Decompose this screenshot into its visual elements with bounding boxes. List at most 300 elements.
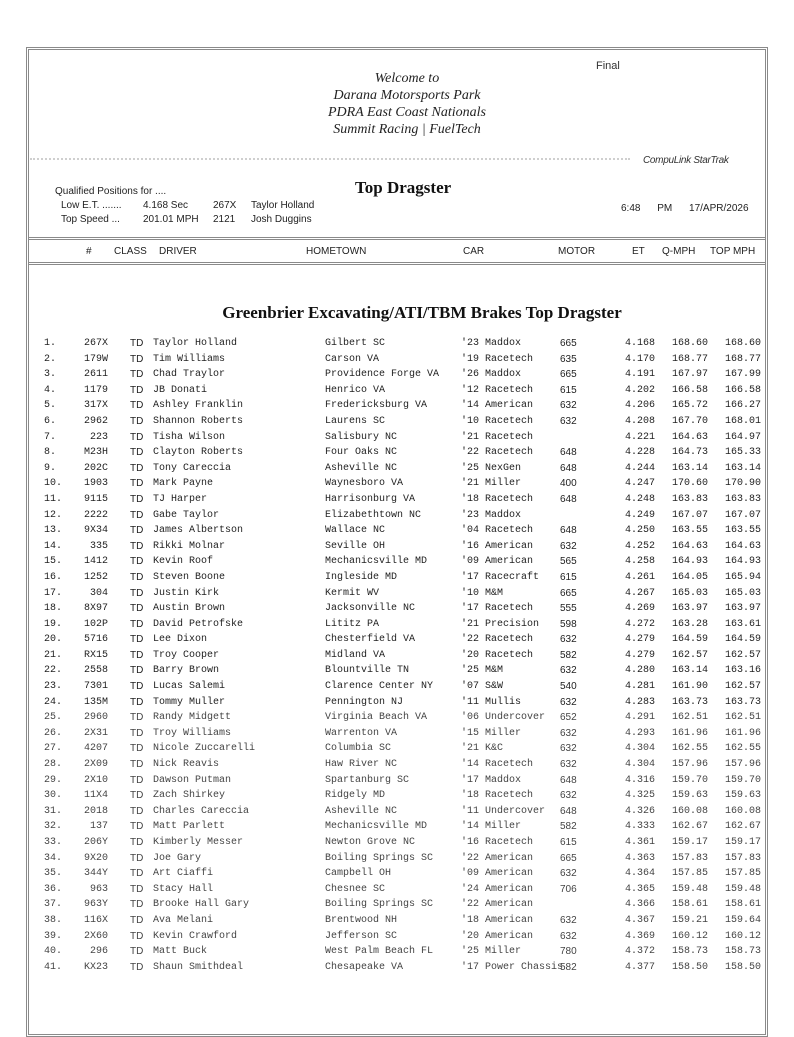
- event-welcome: [0, 70, 794, 138]
- table-row: [0, 743, 794, 759]
- cell-car-number: 223: [89, 431, 108, 443]
- cell-car-number: 2611: [83, 369, 108, 381]
- cell-et: 4.293: [624, 727, 655, 739]
- cell-car: '16 Racetech: [461, 837, 534, 848]
- cell-car-number: 5716: [83, 634, 108, 646]
- cell-car: '18 Racetech: [461, 790, 534, 802]
- table-row: [0, 556, 794, 572]
- table-row: [0, 619, 794, 635]
- cell-driver: Matt Buck: [153, 946, 208, 958]
- cell-car-number: 1903: [83, 478, 108, 490]
- cell-top-mph: 167.07: [724, 509, 761, 521]
- cell-car: '25 Miller: [461, 946, 522, 958]
- table-row: [0, 790, 794, 806]
- table-row: [0, 572, 794, 588]
- cell-class: TD: [130, 384, 144, 396]
- cell-top-mph: 160.12: [724, 930, 761, 942]
- cell-car: '15 Miller: [461, 727, 522, 739]
- cell-top-mph: 160.08: [724, 805, 761, 817]
- cell-car: '21 Miller: [461, 478, 522, 490]
- cell-hometown: Blountville TN: [325, 665, 410, 677]
- track-name: Darana Motorsports Park: [333, 88, 481, 103]
- top-speed-value: 201.01 MPH: [143, 214, 199, 225]
- cell-class: TD: [130, 821, 144, 833]
- cell-car: '06 Undercover: [461, 712, 546, 724]
- cell-hometown: Campbell OH: [325, 868, 392, 880]
- cell-q-mph: 158.73: [671, 946, 708, 958]
- cell-position: 12.: [44, 509, 63, 521]
- cell-top-mph: 159.70: [724, 774, 761, 786]
- cell-position: 13.: [44, 525, 63, 537]
- cell-et: 4.377: [624, 961, 655, 973]
- cell-top-mph: 164.59: [724, 634, 761, 646]
- cell-top-mph: 162.51: [724, 712, 761, 724]
- cell-et: 4.365: [624, 883, 655, 895]
- cell-motor: 648: [560, 493, 577, 505]
- cell-class: TD: [130, 431, 144, 443]
- cell-hometown: Four Oaks NC: [325, 447, 398, 459]
- cell-et: 4.221: [624, 431, 655, 443]
- cell-motor: 632: [560, 914, 577, 926]
- table-row: [0, 681, 794, 697]
- cell-q-mph: 162.67: [671, 821, 708, 833]
- cell-top-mph: 163.83: [724, 493, 761, 505]
- cell-hometown: Waynesboro VA: [325, 478, 404, 490]
- cell-hometown: Fredericksburg VA: [325, 400, 428, 412]
- cell-et: 4.206: [624, 400, 655, 412]
- cell-hometown: Mechanicsville MD: [325, 821, 428, 833]
- cell-car: '22 Racetech: [461, 447, 534, 459]
- cell-car: '18 American: [461, 914, 534, 926]
- cell-car: '21 Precision: [461, 618, 540, 630]
- col-motor: MOTOR: [558, 246, 596, 257]
- cell-hometown: Jacksonville NC: [325, 603, 416, 615]
- cell-et: 4.267: [624, 587, 655, 599]
- cell-motor: 615: [560, 384, 577, 396]
- cell-et: 4.281: [624, 681, 655, 693]
- cell-top-mph: 165.94: [724, 571, 761, 583]
- table-row: [0, 416, 794, 432]
- cell-position: 36.: [44, 883, 63, 895]
- cell-hometown: Henrico VA: [325, 384, 386, 396]
- cell-car: '25 NexGen: [461, 462, 522, 474]
- cell-motor: 648: [560, 462, 577, 474]
- cell-driver: Tony Careccia: [153, 462, 232, 474]
- cell-position: 15.: [44, 556, 63, 568]
- cell-hometown: Harrisonburg VA: [325, 493, 416, 505]
- cell-et: 4.258: [624, 556, 655, 568]
- cell-driver: Shaun Smithdeal: [153, 961, 244, 973]
- cell-car-number: 206Y: [83, 837, 108, 848]
- cell-driver: Stacy Hall: [153, 883, 214, 895]
- cell-class: TD: [130, 556, 144, 568]
- cell-car-number: 7301: [83, 681, 108, 693]
- cell-q-mph: 165.03: [671, 587, 708, 599]
- cell-driver: Art Ciaffi: [153, 868, 214, 880]
- cell-car-number: 137: [89, 821, 108, 833]
- cell-car-number: RX15: [83, 649, 108, 661]
- table-row: [0, 821, 794, 837]
- cell-q-mph: 164.63: [671, 540, 708, 552]
- cell-et: 4.191: [624, 369, 655, 381]
- cell-position: 32.: [44, 821, 63, 833]
- cell-q-mph: 163.14: [671, 665, 708, 677]
- cell-class: TD: [130, 961, 144, 973]
- cell-et: 4.364: [624, 868, 655, 880]
- cell-car-number: 344Y: [83, 868, 108, 880]
- cell-et: 4.208: [624, 415, 655, 427]
- cell-et: 4.170: [624, 353, 655, 365]
- cell-driver: Charles Careccia: [153, 805, 250, 817]
- cell-top-mph: 165.33: [724, 447, 761, 459]
- cell-hometown: Jefferson SC: [325, 930, 398, 942]
- cell-top-mph: 164.63: [724, 540, 761, 552]
- cell-car: '22 Racetech: [461, 634, 534, 646]
- cell-position: 23.: [44, 681, 63, 693]
- cell-top-mph: 159.63: [724, 790, 761, 802]
- col-num: #: [86, 246, 92, 257]
- cell-top-mph: 163.97: [724, 603, 761, 615]
- cell-class: TD: [130, 930, 144, 942]
- cell-hometown: Seville OH: [325, 540, 386, 552]
- low-et-row: [55, 199, 314, 213]
- cell-hometown: Kermit WV: [325, 587, 380, 599]
- low-et-driver: Taylor Holland: [251, 200, 315, 211]
- cell-top-mph: 162.67: [724, 821, 761, 833]
- cell-motor: 706: [560, 883, 577, 895]
- cell-driver: JB Donati: [153, 384, 208, 396]
- table-row: [0, 650, 794, 666]
- cell-q-mph: 158.61: [671, 899, 708, 911]
- cell-class: TD: [130, 618, 144, 630]
- cell-driver: Nick Reavis: [153, 759, 220, 771]
- welcome-line: Welcome to: [374, 71, 440, 86]
- cell-q-mph: 170.60: [671, 478, 708, 490]
- cell-q-mph: 167.97: [671, 369, 708, 381]
- cell-position: 21.: [44, 649, 63, 661]
- cell-hometown: Brentwood NH: [325, 914, 398, 926]
- cell-hometown: Carson VA: [325, 353, 380, 365]
- cell-hometown: Chesnee SC: [325, 883, 386, 895]
- cell-et: 4.261: [624, 571, 655, 583]
- cell-class: TD: [130, 353, 144, 365]
- cell-top-mph: 157.96: [724, 759, 761, 771]
- table-row: [0, 400, 794, 416]
- cell-motor: 582: [560, 961, 577, 973]
- cell-hometown: Chesterfield VA: [325, 634, 416, 646]
- cell-position: 3.: [44, 369, 57, 381]
- cell-driver: Kevin Crawford: [153, 930, 238, 942]
- cell-car: '21 Racetech: [461, 431, 534, 443]
- cell-top-mph: 162.57: [724, 649, 761, 661]
- table-row: [0, 338, 794, 354]
- cell-hometown: Midland VA: [325, 649, 386, 661]
- cell-car-number: 2X31: [83, 727, 108, 739]
- cell-hometown: Clarence Center NY: [325, 681, 434, 693]
- cell-car-number: 9X34: [83, 525, 108, 537]
- cell-driver: Mark Payne: [153, 478, 214, 490]
- cell-class: TD: [130, 759, 144, 771]
- cell-class: TD: [130, 899, 144, 911]
- cell-position: 5.: [44, 400, 57, 412]
- cell-q-mph: 160.12: [671, 930, 708, 942]
- cell-et: 4.202: [624, 384, 655, 396]
- software-label: CompuLink StarTrak: [643, 155, 729, 166]
- cell-hometown: Ingleside MD: [325, 571, 398, 583]
- cell-driver: Ava Melani: [153, 914, 214, 926]
- cell-top-mph: 163.73: [724, 696, 761, 708]
- cell-car-number: KX23: [83, 961, 108, 973]
- cell-et: 4.304: [624, 743, 655, 755]
- cell-position: 29.: [44, 774, 63, 786]
- table-row: [0, 588, 794, 604]
- cell-et: 4.283: [624, 696, 655, 708]
- cell-driver: Barry Brown: [153, 665, 220, 677]
- cell-hometown: Wallace NC: [325, 525, 386, 537]
- cell-position: 19.: [44, 618, 63, 630]
- cell-hometown: Chesapeake VA: [325, 961, 404, 973]
- cell-position: 39.: [44, 930, 63, 942]
- cell-motor: 648: [560, 774, 577, 786]
- cell-car-number: 963: [89, 883, 108, 895]
- cell-position: 11.: [44, 493, 63, 505]
- cell-top-mph: 158.50: [724, 961, 761, 973]
- cell-motor: 632: [560, 868, 577, 880]
- top-speed-number: 2121: [213, 214, 236, 225]
- cell-q-mph: 166.58: [671, 384, 708, 396]
- cell-car: '09 American: [461, 556, 534, 568]
- cell-q-mph: 159.21: [671, 914, 708, 926]
- cell-driver: Chad Traylor: [153, 369, 226, 381]
- cell-class: TD: [130, 852, 144, 864]
- cell-hometown: Gilbert SC: [325, 338, 386, 349]
- cell-top-mph: 163.55: [724, 525, 761, 537]
- cell-et: 4.249: [624, 509, 655, 521]
- cell-q-mph: 168.77: [671, 353, 708, 365]
- cell-car: '14 Racetech: [461, 759, 534, 771]
- cell-car-number: 11X4: [83, 790, 108, 802]
- cell-hometown: Elizabethtown NC: [325, 509, 422, 521]
- cell-motor: 632: [560, 400, 577, 412]
- table-row: [0, 837, 794, 853]
- cell-top-mph: 157.85: [724, 868, 761, 880]
- results-table: [0, 338, 794, 977]
- table-row: [0, 806, 794, 822]
- cell-position: 18.: [44, 603, 63, 615]
- cell-driver: Joe Gary: [153, 852, 202, 864]
- table-row: [0, 541, 794, 557]
- cell-class: TD: [130, 696, 144, 708]
- cell-car: '04 Racetech: [461, 525, 534, 537]
- col-qmph: Q-MPH: [662, 246, 696, 257]
- cell-top-mph: 158.61: [724, 899, 761, 911]
- cell-et: 4.228: [624, 447, 655, 459]
- cell-class: TD: [130, 743, 144, 755]
- cell-car: '25 M&M: [461, 665, 504, 677]
- table-row: [0, 915, 794, 931]
- cell-hometown: Warrenton VA: [325, 727, 398, 739]
- cell-car: '24 American: [461, 883, 534, 895]
- cell-et: 4.269: [624, 603, 655, 615]
- date: 17/APR/2026: [689, 203, 749, 214]
- cell-driver: Dawson Putman: [153, 774, 232, 786]
- cell-car-number: 2222: [83, 509, 108, 521]
- cell-car-number: 135M: [83, 696, 108, 708]
- cell-motor: 665: [560, 338, 577, 349]
- cell-motor: 632: [560, 759, 577, 771]
- cell-position: 31.: [44, 805, 63, 817]
- qualified-summary: [55, 185, 314, 227]
- cell-car-number: 963Y: [83, 899, 108, 911]
- timestamp: [621, 203, 749, 214]
- cell-et: 4.366: [624, 899, 655, 911]
- table-row: [0, 385, 794, 401]
- cell-class: TD: [130, 509, 144, 521]
- cell-motor: 632: [560, 790, 577, 802]
- divider: [30, 158, 630, 160]
- cell-class: TD: [130, 603, 144, 615]
- cell-et: 4.316: [624, 774, 655, 786]
- cell-class: TD: [130, 883, 144, 895]
- cell-motor: 665: [560, 852, 577, 864]
- table-row: [0, 634, 794, 650]
- cell-position: 38.: [44, 914, 63, 926]
- cell-class: TD: [130, 540, 144, 552]
- cell-position: 17.: [44, 587, 63, 599]
- cell-driver: Tisha Wilson: [153, 431, 226, 443]
- cell-hometown: Boiling Springs SC: [325, 852, 434, 864]
- low-et-number: 267X: [213, 200, 237, 211]
- cell-class: TD: [130, 649, 144, 661]
- cell-hometown: Asheville NC: [325, 462, 398, 474]
- cell-et: 4.248: [624, 493, 655, 505]
- cell-position: 26.: [44, 727, 63, 739]
- cell-driver: Nicole Zuccarelli: [153, 743, 256, 755]
- cell-car-number: 9115: [83, 493, 108, 505]
- cell-q-mph: 159.63: [671, 790, 708, 802]
- cell-top-mph: 168.01: [724, 415, 761, 427]
- cell-q-mph: 168.60: [671, 338, 708, 349]
- table-row: [0, 946, 794, 962]
- cell-q-mph: 164.93: [671, 556, 708, 568]
- cell-car-number: 2X60: [83, 930, 108, 942]
- cell-q-mph: 157.85: [671, 868, 708, 880]
- cell-class: TD: [130, 727, 144, 739]
- cell-hometown: Spartanburg SC: [325, 774, 410, 786]
- cell-motor: 615: [560, 571, 577, 583]
- cell-car-number: 116X: [83, 914, 108, 926]
- cell-top-mph: 166.58: [724, 384, 761, 396]
- cell-q-mph: 162.55: [671, 743, 708, 755]
- cell-car: '23 Maddox: [461, 509, 522, 521]
- table-row: [0, 868, 794, 884]
- cell-et: 4.291: [624, 712, 655, 724]
- cell-car: '23 Maddox: [461, 338, 522, 349]
- cell-et: 4.247: [624, 478, 655, 490]
- cell-top-mph: 166.27: [724, 400, 761, 412]
- cell-et: 4.272: [624, 618, 655, 630]
- cell-position: 9.: [44, 462, 57, 474]
- cell-driver: Lucas Salemi: [153, 681, 226, 693]
- table-row: [0, 494, 794, 510]
- cell-class: TD: [130, 571, 144, 583]
- cell-position: 24.: [44, 696, 63, 708]
- cell-q-mph: 157.83: [671, 852, 708, 864]
- sponsor-line: Summit Racing | FuelTech: [333, 122, 481, 137]
- cell-motor: 632: [560, 540, 577, 552]
- cell-car-number: 179W: [83, 353, 108, 365]
- cell-position: 28.: [44, 759, 63, 771]
- cell-top-mph: 164.97: [724, 431, 761, 443]
- cell-q-mph: 160.08: [671, 805, 708, 817]
- cell-et: 4.250: [624, 525, 655, 537]
- cell-car: '10 M&M: [461, 587, 504, 599]
- cell-q-mph: 159.48: [671, 883, 708, 895]
- cell-car-number: 1179: [83, 384, 108, 396]
- cell-driver: Tim Williams: [153, 353, 226, 365]
- qualified-label: Qualified Positions for ....: [55, 186, 167, 197]
- cell-position: 30.: [44, 790, 63, 802]
- cell-et: 4.369: [624, 930, 655, 942]
- cell-car-number: 4207: [83, 743, 108, 755]
- cell-motor: 632: [560, 665, 577, 677]
- cell-position: 34.: [44, 852, 63, 864]
- cell-car-number: 2X10: [83, 774, 108, 786]
- cell-top-mph: 157.83: [724, 852, 761, 864]
- cell-car-number: 2018: [83, 805, 108, 817]
- cell-q-mph: 161.90: [671, 681, 708, 693]
- cell-top-mph: 159.64: [724, 914, 761, 926]
- cell-top-mph: 162.57: [724, 681, 761, 693]
- cell-car: '17 Maddox: [461, 774, 522, 786]
- cell-car-number: 8X97: [83, 603, 108, 615]
- cell-class: TD: [130, 462, 144, 474]
- section-title: Greenbrier Excavating/ATI/TBM Brakes Top Dragster: [222, 303, 622, 322]
- cell-driver: Shannon Roberts: [153, 415, 244, 427]
- cell-car: '17 Power Chassis: [461, 961, 564, 973]
- cell-driver: Taylor Holland: [153, 338, 238, 349]
- table-row: [0, 962, 794, 978]
- cell-hometown: Pennington NJ: [325, 696, 404, 708]
- cell-top-mph: 163.16: [724, 665, 761, 677]
- cell-top-mph: 168.60: [724, 338, 761, 349]
- cell-motor: 582: [560, 821, 577, 833]
- cell-position: 40.: [44, 946, 63, 958]
- cell-hometown: Salisbury NC: [325, 431, 398, 443]
- col-hometown: HOMETOWN: [306, 246, 367, 257]
- cell-q-mph: 162.51: [671, 712, 708, 724]
- cell-motor: 632: [560, 727, 577, 739]
- cell-q-mph: 161.96: [671, 727, 708, 739]
- cell-driver: Troy Cooper: [153, 649, 220, 661]
- cell-top-mph: 162.55: [724, 743, 761, 755]
- cell-car: '17 Racecraft: [461, 571, 540, 583]
- cell-driver: Kevin Roof: [153, 556, 214, 568]
- cell-motor: 632: [560, 634, 577, 646]
- cell-car-number: 2960: [83, 712, 108, 724]
- table-row: [0, 697, 794, 713]
- cell-car: '16 American: [461, 540, 534, 552]
- cell-et: 4.367: [624, 914, 655, 926]
- table-row: [0, 478, 794, 494]
- cell-et: 4.325: [624, 790, 655, 802]
- cell-top-mph: 163.14: [724, 462, 761, 474]
- cell-q-mph: 163.14: [671, 462, 708, 474]
- cell-car: '11 Undercover: [461, 805, 546, 817]
- cell-top-mph: 164.93: [724, 556, 761, 568]
- table-row: [0, 665, 794, 681]
- cell-driver: Austin Brown: [153, 603, 226, 615]
